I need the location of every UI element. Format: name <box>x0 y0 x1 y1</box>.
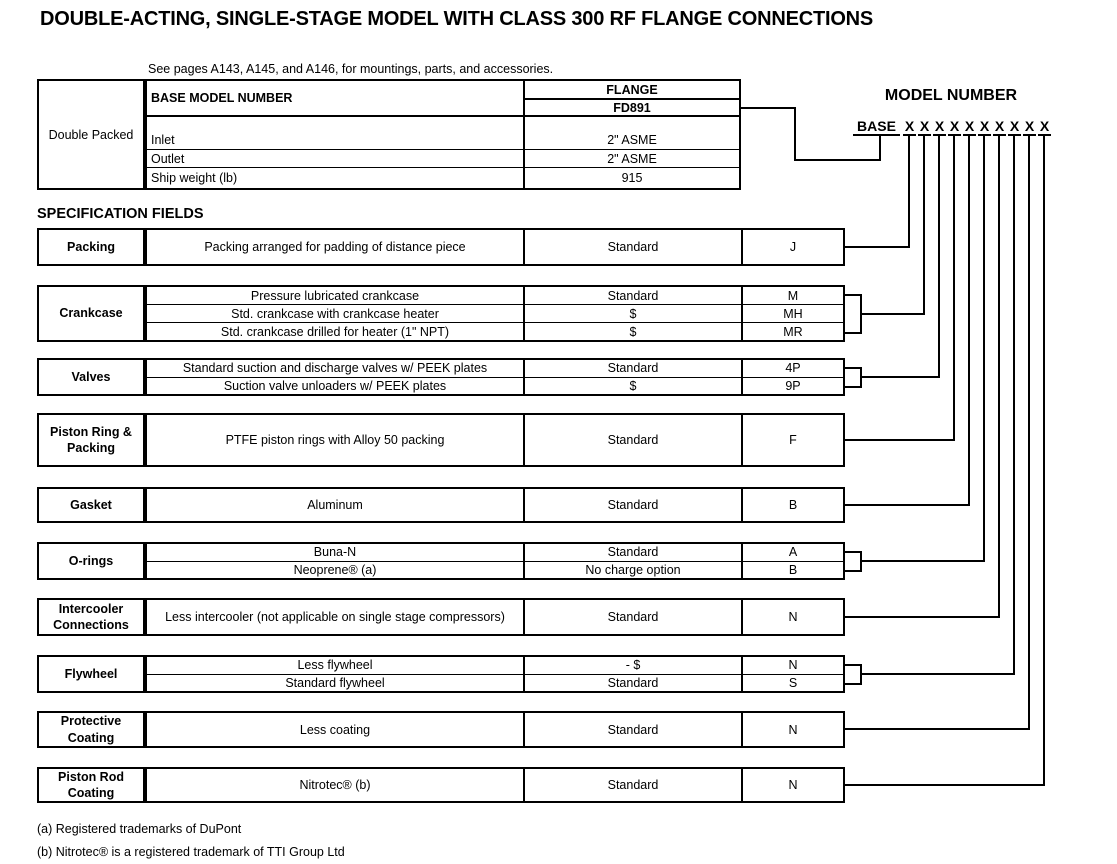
table-row <box>147 117 739 150</box>
spec-status: - $ <box>525 657 743 674</box>
spec-row <box>147 489 843 521</box>
model-number-title: MODEL NUMBER <box>884 87 1018 104</box>
model-number-base-label: BASE <box>853 119 900 136</box>
base-model-number-header: BASE MODEL NUMBER <box>147 81 525 115</box>
spec-description: Packing arranged for padding of distance piece <box>147 230 525 264</box>
see-pages-note: See pages A143, A145, and A146, for mountings, parts, and accessories. <box>148 62 554 76</box>
spec-table-intercooler <box>145 598 845 636</box>
spec-status: Standard <box>525 544 743 561</box>
flange-label: FLANGE <box>525 81 739 100</box>
spec-status: Standard <box>525 415 743 465</box>
base-model-header-row <box>147 81 739 117</box>
spec-status: Standard <box>525 713 743 746</box>
outlet-label: Outlet <box>147 150 525 167</box>
spec-status: Standard <box>525 675 743 692</box>
spec-description: Buna-N <box>147 544 525 561</box>
model-number-x: X <box>934 118 945 134</box>
spec-description: Less flywheel <box>147 657 525 674</box>
spec-label-o-rings: O-rings <box>37 542 145 580</box>
model-number-x: X <box>949 118 960 134</box>
model-number-x: X <box>919 118 930 134</box>
connector-crankcase <box>844 136 924 334</box>
spec-code: N <box>788 658 798 673</box>
outlet-value: 2" ASME <box>607 151 657 166</box>
flange-column-header <box>525 81 739 115</box>
spec-row <box>147 769 843 801</box>
spec-row <box>147 674 843 692</box>
spec-row <box>147 561 843 579</box>
connector-packing <box>844 136 909 247</box>
spec-table-gasket <box>145 487 845 523</box>
spec-code: M <box>787 288 799 303</box>
connector-piston-ring-packing <box>844 136 954 440</box>
spec-code: 9P <box>785 378 801 393</box>
inlet-value: 2" ASME <box>607 133 657 147</box>
spec-code: N <box>788 610 798 624</box>
spec-table-piston-ring-packing <box>145 413 845 467</box>
spec-row <box>147 657 843 674</box>
spec-label-piston-ring-packing: Piston Ring & Packing <box>37 413 145 467</box>
connector-o-rings <box>844 136 984 572</box>
spec-code: S <box>788 675 798 690</box>
spec-status: No charge option <box>525 562 743 579</box>
spec-description: Std. crankcase drilled for heater (1" NPT) <box>147 323 525 340</box>
spec-status: Standard <box>525 360 743 377</box>
connector-piston-rod-coating <box>844 136 1044 785</box>
page-title: DOUBLE-ACTING, SINGLE-STAGE MODEL WITH CLASS 300 RF FLANGE CONNECTIONS <box>40 8 874 30</box>
spec-row <box>147 544 843 561</box>
spec-description: Neoprene® (a) <box>147 562 525 579</box>
spec-code: F <box>789 433 797 447</box>
spec-description: PTFE piston rings with Alloy 50 packing <box>147 415 525 465</box>
spec-table-protective-coating <box>145 711 845 748</box>
spec-description: Standard suction and discharge valves w/ PEEK plates <box>147 360 525 377</box>
spec-row <box>147 322 843 340</box>
inlet-label: Inlet <box>147 117 525 149</box>
spec-row <box>147 304 843 322</box>
model-number-x: X <box>1024 118 1035 134</box>
spec-label-intercooler: Intercooler Connections <box>37 598 145 636</box>
spec-status: Standard <box>525 489 743 521</box>
connector-flywheel <box>844 136 1014 685</box>
spec-table-flywheel <box>145 655 845 693</box>
spec-label-protective-coating: Protective Coating <box>37 711 145 748</box>
spec-row <box>147 377 843 395</box>
spec-description: Nitrotec® (b) <box>147 769 525 801</box>
specification-fields-heading: SPECIFICATION FIELDS <box>37 206 204 222</box>
spec-row <box>147 415 843 465</box>
spec-table-packing <box>145 228 845 266</box>
spec-row <box>147 600 843 634</box>
spec-description: Less intercooler (not applicable on single stage compressors) <box>147 600 525 634</box>
spec-table-crankcase <box>145 285 845 342</box>
base-model-table <box>145 79 741 190</box>
spec-label-valves: Valves <box>37 358 145 396</box>
spec-label-packing: Packing <box>37 228 145 266</box>
spec-code: B <box>788 562 798 577</box>
spec-label-gasket: Gasket <box>37 487 145 523</box>
spec-code: N <box>788 778 798 792</box>
spec-status: Standard <box>525 287 743 304</box>
spec-code: MH <box>783 306 803 321</box>
spec-code: J <box>789 240 797 254</box>
spec-status: Standard <box>525 769 743 801</box>
spec-description: Less coating <box>147 713 525 746</box>
ship-weight-label: Ship weight (lb) <box>147 168 525 188</box>
connector-intercooler <box>844 136 999 617</box>
spec-description: Standard flywheel <box>147 675 525 692</box>
spec-label-flywheel: Flywheel <box>37 655 145 693</box>
spec-table-o-rings <box>145 542 845 580</box>
spec-code: 4P <box>785 361 801 376</box>
spec-table-valves <box>145 358 845 396</box>
model-number-x: X <box>979 118 990 134</box>
spec-status: Standard <box>525 600 743 634</box>
ship-weight-value: 915 <box>621 171 643 185</box>
table-row <box>147 168 739 188</box>
footnote-a: (a) Registered trademarks of DuPont <box>37 822 242 836</box>
spec-row <box>147 230 843 264</box>
spec-label-crankcase: Crankcase <box>37 285 145 342</box>
connector-valves <box>844 136 939 388</box>
spec-status: $ <box>525 323 743 340</box>
spec-status: $ <box>525 305 743 322</box>
connector-gasket <box>844 136 969 505</box>
model-number-placeholder-row <box>903 119 1051 136</box>
spec-code: A <box>788 545 798 560</box>
table-row <box>147 150 739 168</box>
model-number-x: X <box>1039 118 1050 134</box>
double-packed-cell: Double Packed <box>37 79 145 190</box>
spec-code: B <box>788 498 798 512</box>
connector-protective-coating <box>844 136 1029 729</box>
footnote-b: (b) Nitrotec® is a registered trademark of TTI Group Ltd <box>37 845 345 859</box>
spec-table-piston-rod-coating <box>145 767 845 803</box>
model-number-x: X <box>964 118 975 134</box>
model-number-x: X <box>994 118 1005 134</box>
spec-row <box>147 287 843 304</box>
spec-label-piston-rod-coating: Piston Rod Coating <box>37 767 145 803</box>
spec-description: Aluminum <box>147 489 525 521</box>
spec-status: Standard <box>525 230 743 264</box>
spec-code: MR <box>783 324 803 339</box>
model-number-x: X <box>904 118 915 134</box>
spec-row <box>147 713 843 746</box>
spec-description: Suction valve unloaders w/ PEEK plates <box>147 378 525 395</box>
spec-row <box>147 360 843 377</box>
spec-code: N <box>788 722 798 737</box>
spec-description: Std. crankcase with crankcase heater <box>147 305 525 322</box>
spec-description: Pressure lubricated crankcase <box>147 287 525 304</box>
flange-model-code: FD891 <box>613 100 651 115</box>
spec-status: $ <box>525 378 743 395</box>
model-number-x: X <box>1009 118 1020 134</box>
